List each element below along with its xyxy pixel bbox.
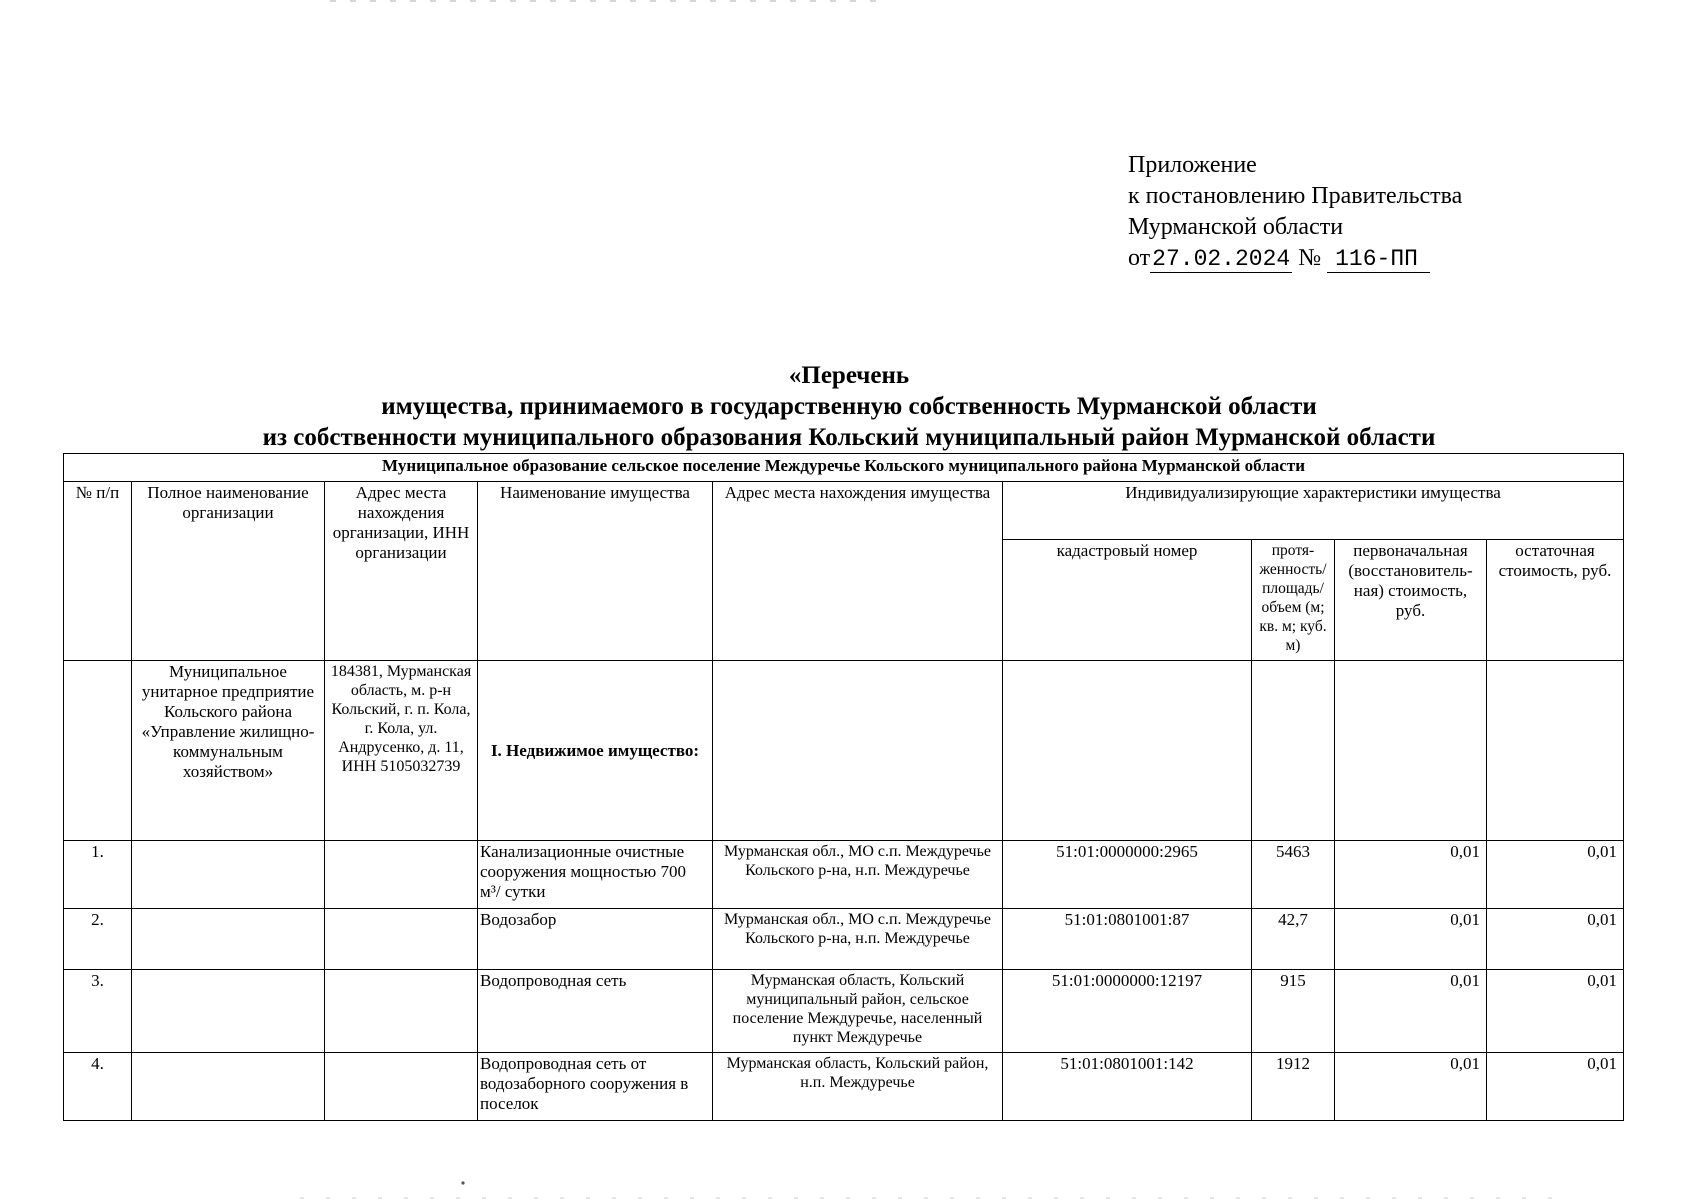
- section-header-row: [64, 454, 1624, 482]
- table-row: [64, 909, 1624, 970]
- row-size: 1912: [1252, 1053, 1335, 1121]
- appendix-label: Приложение: [1128, 152, 1257, 178]
- row-cadastral: 51:01:0000000:2965: [1003, 841, 1252, 909]
- row-residual-cost: 0,01: [1487, 1053, 1624, 1121]
- table-row: [64, 1053, 1624, 1121]
- row-initial-cost: 0,01: [1335, 970, 1487, 1053]
- row-size: 5463: [1252, 841, 1335, 909]
- org-row-empty-4: [1335, 661, 1487, 841]
- header-length: протя-женность/ площадь/ объем (м; кв. м; куб. м): [1252, 540, 1335, 661]
- appendix-date-line: [1128, 243, 1462, 275]
- appendix-block: [1128, 150, 1462, 275]
- title-line-2: имущества, принимаемого в государственную собственность Мурманской области: [381, 393, 1317, 420]
- property-table: [63, 453, 1624, 1121]
- row-residual-cost: 0,01: [1487, 841, 1624, 909]
- row-initial-cost: 0,01: [1335, 1053, 1487, 1121]
- row-num: 1.: [64, 841, 132, 909]
- org-row: [64, 661, 1624, 841]
- header-row-1: [64, 482, 1624, 540]
- row-org-address: [325, 1053, 478, 1121]
- org-row-empty-2: [1003, 661, 1252, 841]
- header-property-address: Адрес места нахождения имущества: [713, 482, 1003, 661]
- appendix-date: 27.02.2024: [1152, 246, 1291, 272]
- header-org-address: Адрес места нахождения организации, ИНН организации: [325, 482, 478, 661]
- appendix-region: Мурманской области: [1128, 214, 1344, 240]
- row-org-address: [325, 970, 478, 1053]
- row-num: 2.: [64, 909, 132, 970]
- row-property-name: Водопроводная сеть от водозаборного сооружения в поселок: [478, 1053, 713, 1121]
- title-line-3: из собственности муниципального образования Кольский муниципальный район Мурманской области: [262, 424, 1436, 451]
- row-org-name: [132, 970, 325, 1053]
- row-property-address: Мурманская область, Кольский муниципальный район, сельское поселение Междуречье, населенный пункт Междуречье: [713, 970, 1003, 1053]
- appendix-resolution: к постановлению Правительства: [1128, 183, 1463, 209]
- org-address: 184381, Мурманская область, м. р-н Кольский, г. п. Кола, г. Кола, ул. Андрусенко, д. 11, ИНН 5105032739: [325, 661, 478, 841]
- row-property-address: Мурманская область, Кольский район, н.п. Междуречье: [713, 1053, 1003, 1121]
- appendix-number: 116-ПП: [1327, 246, 1430, 273]
- category-label: I. Недвижимое имущество:: [478, 661, 713, 841]
- row-residual-cost: 0,01: [1487, 909, 1624, 970]
- header-residual-cost: остаточная стоимость, руб.: [1487, 540, 1624, 661]
- org-row-num: [64, 661, 132, 841]
- org-row-empty-5: [1487, 661, 1624, 841]
- row-property-name: Канализационные очистные сооружения мощностью 700 м³/ сутки: [478, 841, 713, 909]
- header-property-name: Наименование имущества: [478, 482, 713, 661]
- row-num: 3.: [64, 970, 132, 1053]
- header-num: № п/п: [64, 482, 132, 661]
- org-name: Муниципальное унитарное предприятие Кольского района «Управление жилищно-коммунальным хозяйством»: [132, 661, 325, 841]
- row-org-name: [132, 1053, 325, 1121]
- row-size: 42,7: [1252, 909, 1335, 970]
- row-property-name: Водозабор: [478, 909, 713, 970]
- row-org-address: [325, 909, 478, 970]
- row-residual-cost: 0,01: [1487, 970, 1624, 1053]
- document-title: [0, 360, 1698, 453]
- title-line-1: «Перечень: [788, 362, 910, 389]
- header-org-name: Полное наименование организации: [132, 482, 325, 661]
- header-initial-cost: первоначальная (восстановитель-ная) стоимость, руб.: [1335, 540, 1487, 661]
- row-cadastral: 51:01:0801001:87: [1003, 909, 1252, 970]
- row-property-name: Водопроводная сеть: [478, 970, 713, 1053]
- row-property-address: Мурманская обл., МО с.п. Междуречье Кольского р-на, н.п. Междуречье: [713, 841, 1003, 909]
- row-org-address: [325, 841, 478, 909]
- table-row: [64, 970, 1624, 1053]
- row-org-name: [132, 909, 325, 970]
- row-cadastral: 51:01:0801001:142: [1003, 1053, 1252, 1121]
- row-property-address: Мурманская обл., МО с.п. Междуречье Кольского р-на, н.п. Междуречье: [713, 909, 1003, 970]
- header-characteristics: Индивидуализирующие характеристики имущества: [1003, 482, 1624, 540]
- org-row-empty-3: [1252, 661, 1335, 841]
- row-initial-cost: 0,01: [1335, 909, 1487, 970]
- appendix-number-prefix: №: [1298, 245, 1322, 271]
- section-header: Муниципальное образование сельское поселение Междуречье Кольского муниципального района Мурманской области: [64, 454, 1624, 482]
- table-row: [64, 841, 1624, 909]
- appendix-date-prefix: от: [1128, 245, 1151, 271]
- row-size: 915: [1252, 970, 1335, 1053]
- row-initial-cost: 0,01: [1335, 841, 1487, 909]
- row-cadastral: 51:01:0000000:12197: [1003, 970, 1252, 1053]
- org-row-empty-1: [713, 661, 1003, 841]
- row-org-name: [132, 841, 325, 909]
- header-cadastral: кадастровый номер: [1003, 540, 1252, 661]
- row-num: 4.: [64, 1053, 132, 1121]
